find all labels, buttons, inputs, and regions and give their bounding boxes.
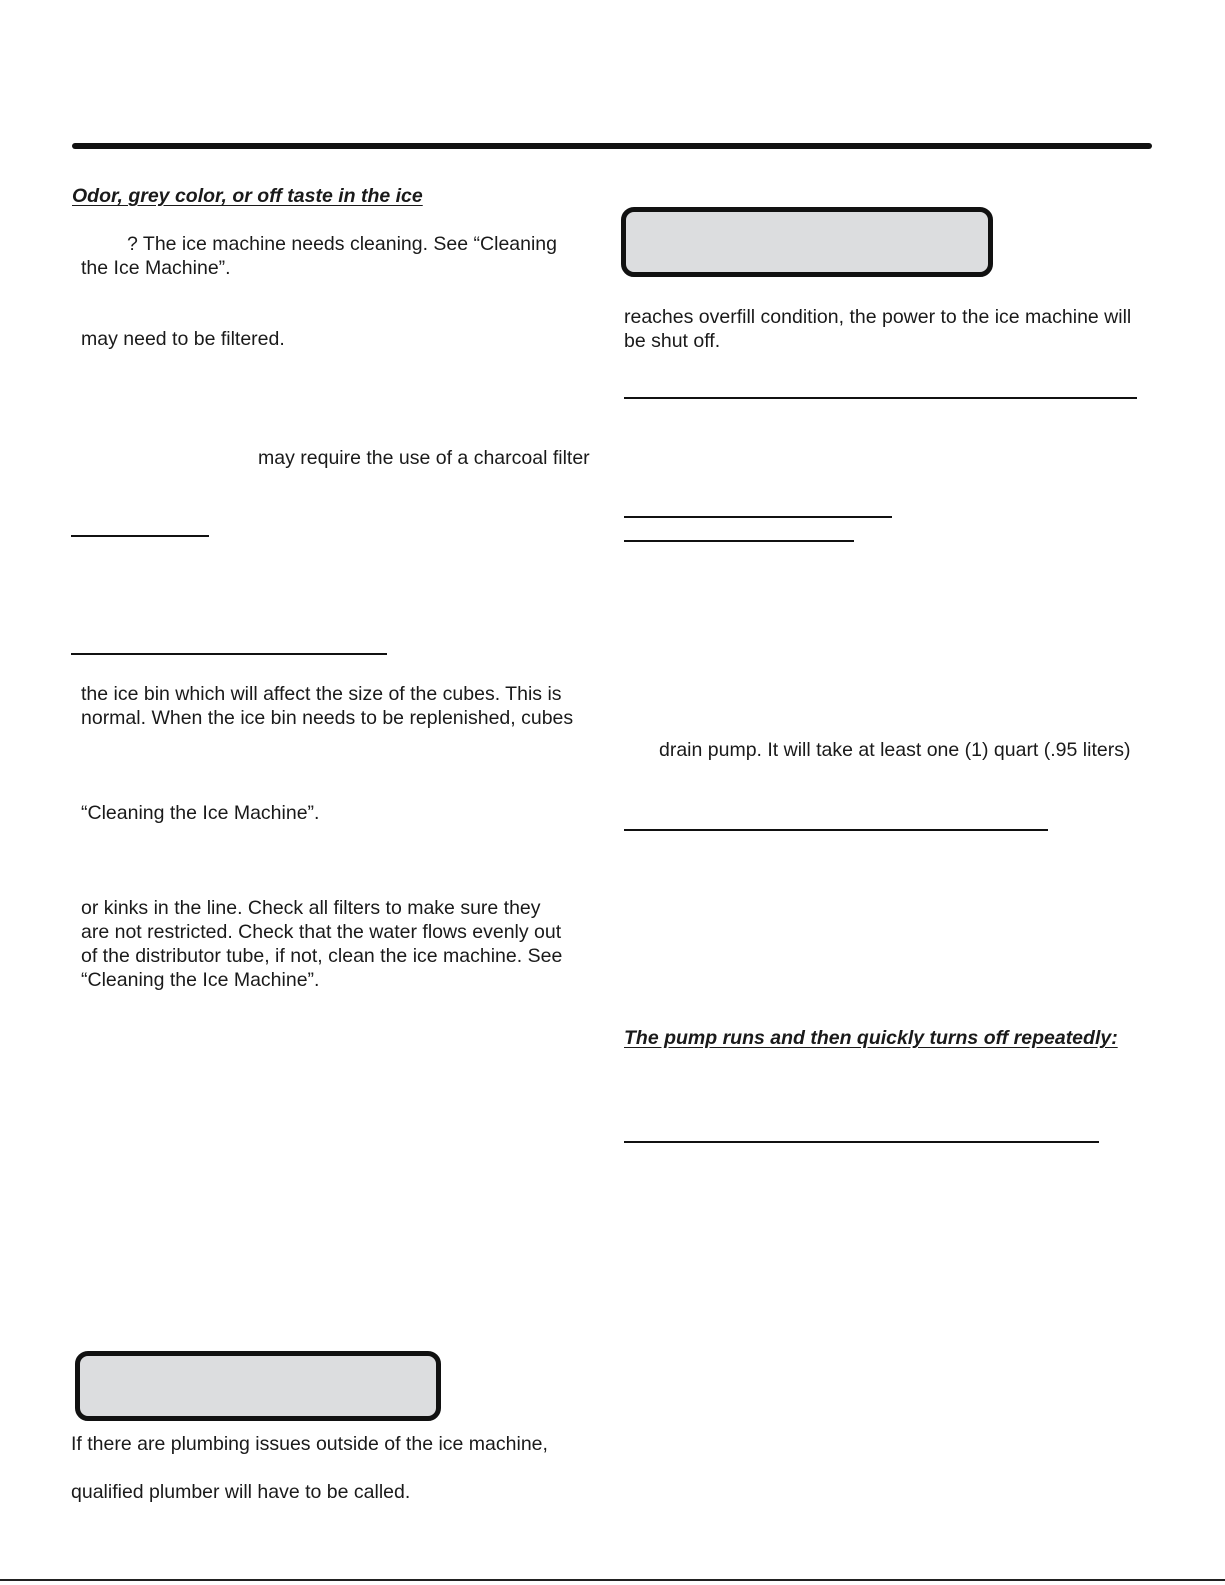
plumbing-text-line-2: qualified plumber will have to be called. — [71, 1481, 411, 1503]
section-header-box — [75, 1351, 441, 1421]
filtered-text: may need to be filtered. — [81, 328, 285, 350]
odor-heading: Odor, grey color, or off taste in the ice — [72, 185, 423, 207]
overfill-text-line-1: reaches overfill condition, the power to the ice machine will — [624, 306, 1132, 328]
kinks-text-line-1: or kinks in the line. Check all filters to make sure they — [81, 897, 541, 919]
underline-rule — [624, 1141, 1099, 1143]
underline-rule — [71, 653, 387, 655]
odor-text-line-2: the Ice Machine”. — [81, 257, 231, 279]
drain-pump-text: drain pump. It will take at least one (1) quart (.95 liters) — [659, 739, 1131, 761]
bin-text-line-1: the ice bin which will affect the size of the cubes. This is — [81, 683, 562, 705]
underline-rule — [624, 540, 854, 542]
underline-rule — [71, 535, 209, 537]
bin-text-line-2: normal. When the ice bin needs to be replenished, cubes — [81, 707, 574, 729]
kinks-text-line-2: are not restricted. Check that the water flows evenly out — [81, 921, 562, 943]
cleaning-reference: “Cleaning the Ice Machine”. — [81, 802, 320, 824]
section-header-box — [621, 207, 993, 277]
overfill-text-line-2: be shut off. — [624, 330, 721, 352]
kinks-text-line-3: of the distributor tube, if not, clean the ice machine. See — [81, 945, 563, 967]
odor-text-line-1: ? The ice machine needs cleaning. See “Cleaning — [127, 233, 557, 255]
underline-rule — [624, 516, 892, 518]
charcoal-filter-text: may require the use of a charcoal filter — [258, 447, 590, 469]
plumbing-text-line-1: If there are plumbing issues outside of the ice machine, — [71, 1433, 548, 1455]
kinks-text-line-4: “Cleaning the Ice Machine”. — [81, 969, 320, 991]
page-bottom-edge — [0, 1579, 1225, 1581]
underline-rule — [624, 397, 1137, 399]
underline-rule — [624, 829, 1048, 831]
header-rule — [72, 143, 1152, 149]
pump-heading: The pump runs and then quickly turns off repeatedly: — [624, 1027, 1118, 1049]
